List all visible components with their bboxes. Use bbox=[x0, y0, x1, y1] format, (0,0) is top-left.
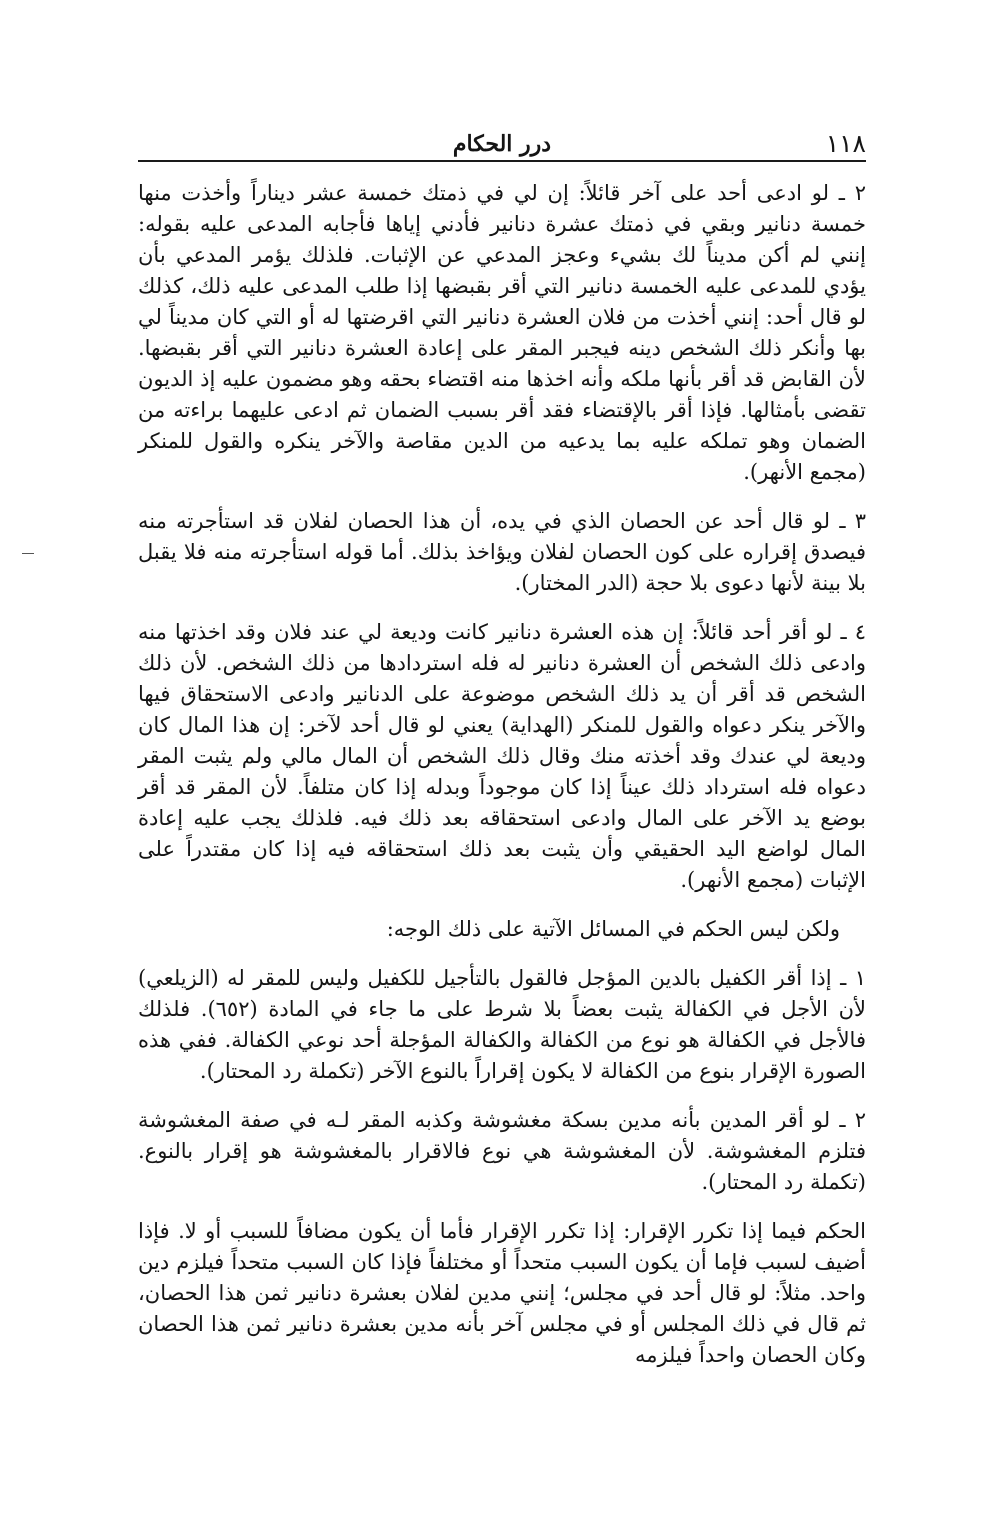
paragraph-item-4: ٤ ـ لو أقر أحد قائلاً: إن هذه العشرة دنانير كانت وديعة لي عند فلان وقد اخذتها منه وادعى ذلك الشخص أن العشرة دنانير له فله استردادها من ذلك الشخص. لأن ذلك الشخص قد أقر أن يد ذلك الشخص موضوعة على الدنانير وادعى الاستحقاق فيها والآخر ينكر دعواه والقول للمنكر (الهداية) يعني لو قال أحد لآخر: إن هذا المال كان وديعة لي عندك وقد أخذته منك وقال ذلك الشخص أن المال مالي ولم يثبت المقر دعواه فله استرداد ذلك عيناً إذا كان موجوداً وبدله إذا كان متلفاً. لأن المقر قد أقر بوضع يد الآخر على المال وادعى استحقاقه بعد ذلك فيه. فلذلك يجب عليه إعادة المال لواضع اليد الحقيقي وأن يثبت بعد ذلك استحقاقه فيه إذا كان مقتدراً على الإثبات (مجمع الأنهر). bbox=[138, 620, 866, 892]
paragraph-item-3: ٣ ـ لو قال أحد عن الحصان الذي في يده، أن هذا الحصان لفلان قد استأجرته منه فيصدق إقراره على كون الحصان لفلان ويؤاخذ بذلك. أما قوله استأجرته منه فلا يقبل بلا بينة لأنها دعوى بلا حجة (الدر المختار). bbox=[138, 509, 866, 595]
paragraph-exception-1: ١ ـ إذا أقر الكفيل بالدين المؤجل فالقول بالتأجيل للكفيل وليس للمقر له (الزيلعي) لأن الأجل في الكفالة يثبت بعضاً بلا شرط على ما جاء في المادة (٦٥٢). فلذلك فالأجل في الكفالة هو نوع من الكفالة والكفالة المؤجلة أحد نوعي الكفالة. ففي هذه الصورة الإقرار بنوع من الكفالة لا يكون إقراراً بالنوع الآخر (تكملة رد المحتار). bbox=[138, 966, 867, 1083]
book-title: درر الحكام bbox=[452, 131, 552, 157]
paragraph-exception-2: ٢ ـ لو أقر المدين بأنه مدين بسكة مغشوشة وكذبه المقر لـه في صفة المغشوشة فتلزم المغشوشة. لأن المغشوشة هي نوع فالاقرار بالمغشوشة هو إقرار بالنوع. (تكملة رد المحتار). bbox=[138, 1108, 866, 1194]
exceptions-intro: ولكن ليس الحكم في المسائل الآتية على ذلك الوجه: bbox=[386, 917, 840, 941]
paragraph-repeated-confession: الحكم فيما إذا تكرر الإقرار: إذا تكرر الإقرار فأما أن يكون مضافاً للسبب أو لا. فإذا أضيف لسبب فإما أن يكون السبب متحداً أو مختلفاً فإذا كان السبب متحداً فيلزم دين واحد. مثلاً: لو قال أحد في مجلس؛ إنني مدين لفلان بعشرة دنانير ثمن هذا الحصان، ثم قال في ذلك المجلس أو في مجلس آخر بأنه مدين بعشرة دنانير ثمن هذا الحصان وكان الحصان واحداً فيلزمه bbox=[138, 1219, 866, 1367]
paragraph-item-2: ٢ ـ لو ادعى أحد على آخر قائلاً: إن لي في ذمتك خمسة عشر ديناراً وأخذت منها خمسة دنانير وبقي في ذمتك عشرة دنانير فأدني إياها فأجابه المدعى عليه بقوله: إنني لم أكن مديناً لك بشيء وعجز المدعي عن الإثبات. فلذلك يؤمر المدعي بأن يؤدي للمدعى عليه الخمسة دنانير التي أقر بقبضها إذا طلب المدعى عليه ذلك، كذلك لو قال أحد: إنني أخذت من فلان العشرة دنانير التي اقرضتها له أو التي كان مديناً لي بها وأنكر ذلك الشخص دينه فيجبر المقر على إعادة العشرة دنانير التي أقر بقبضها. لأن القابض قد أقر بأنها ملكه وأنه اخذها منه اقتضاء بحقه وهو مضمون عليه إذ الديون تقضى بأمثالها. فإذا أقر بالإقتضاء فقد أقر بسبب الضمان ثم ادعى عليهما براءته من الضمان وهو تملكه عليه بما يدعيه من الدين مقاصة والآخر ينكره والقول للمنكر (مجمع الأنهر). bbox=[138, 181, 866, 484]
page-number: ١١٨ bbox=[825, 129, 866, 158]
page-body bbox=[138, 178, 866, 1371]
running-header bbox=[138, 120, 866, 162]
margin-tick bbox=[22, 553, 34, 554]
book-page bbox=[138, 120, 866, 1389]
